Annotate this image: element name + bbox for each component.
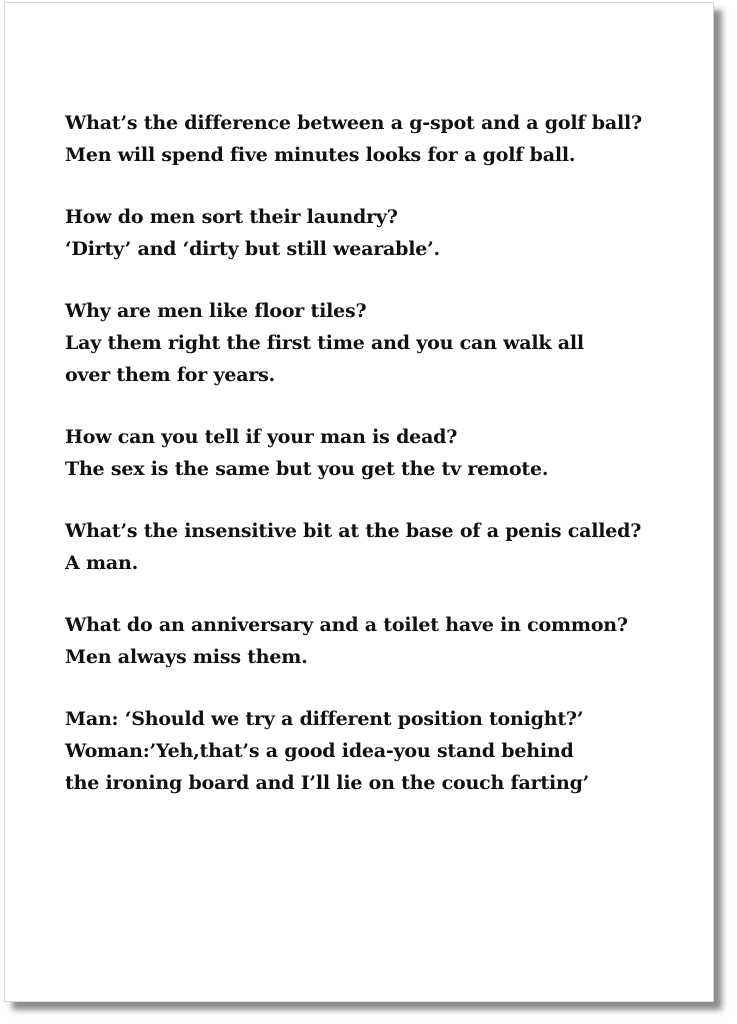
joke-line: Woman:’Yeh,that’s a good idea-you stand behind — [65, 740, 574, 762]
joke-7 — [65, 703, 695, 799]
joke-line: What’s the insensitive bit at the base of a penis called? — [65, 520, 642, 542]
joke-line: How do men sort their laundry? — [65, 206, 398, 228]
greeting-card — [4, 2, 714, 1002]
joke-line: The sex is the same but you get the tv remote. — [65, 458, 549, 480]
joke-6 — [65, 609, 695, 673]
joke-line: Men always miss them. — [65, 646, 308, 668]
joke-2 — [65, 201, 695, 265]
joke-3 — [65, 295, 695, 391]
joke-line: How can you tell if your man is dead? — [65, 426, 458, 448]
joke-line: the ironing board and I’ll lie on the couch farting’ — [65, 772, 590, 794]
joke-line: What do an anniversary and a toilet have in common? — [65, 614, 628, 636]
joke-line: Lay them right the first time and you can walk all — [65, 332, 584, 354]
joke-5 — [65, 515, 695, 579]
joke-1 — [65, 107, 695, 171]
joke-line: ‘Dirty’ and ‘dirty but still wearable’. — [65, 238, 440, 260]
joke-list — [65, 107, 695, 829]
joke-line: What’s the difference between a g-spot and a golf ball? — [65, 112, 642, 134]
joke-line: Men will spend five minutes looks for a golf ball. — [65, 144, 576, 166]
joke-line: Man: ‘Should we try a different position tonight?’ — [65, 708, 584, 730]
joke-line: Why are men like floor tiles? — [65, 300, 367, 322]
joke-4 — [65, 421, 695, 485]
joke-line: over them for years. — [65, 364, 276, 386]
joke-line: A man. — [65, 552, 139, 574]
